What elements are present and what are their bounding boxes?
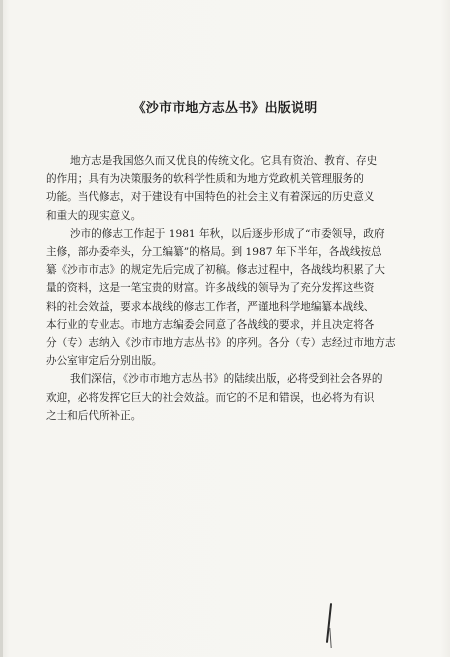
text-line: 主修，部办委牵头，分工编纂”的格局。到 1987 年下半年，各战线按总 <box>46 246 382 259</box>
text-line: 欢迎，必将发挥它巨大的社会效益。而它的不足和错误，也必将为有识 <box>46 391 375 404</box>
document-body <box>46 152 412 425</box>
text-line: 纂《沙市市志》的规定先后完成了初稿。修志过程中，各战线均积累了大 <box>46 264 385 277</box>
text-line: 的作用；具有为决策服务的软科学性质和为地方党政机关管理服务的 <box>46 173 364 186</box>
text-line: 料的社会效益，要求本战线的修志工作者，严谨地科学地编纂本战线、 <box>46 300 375 313</box>
text-line: 本行业的专业志。市地方志编委会同意了各战线的要求，并且决定将各 <box>46 318 375 331</box>
page-title: 《沙市市地方志丛书》出版说明 <box>132 101 318 116</box>
text-line: 地方志是我国悠久而又优良的传统文化。它具有资治、教育、存史 <box>70 155 378 167</box>
text-line: 和重大的现实意义。 <box>46 209 142 222</box>
text-line: 办公室审定后分别出版。 <box>46 355 163 368</box>
text-line: 沙市的修志工作起于 1981 年秋，以后逐步形成了“市委领导，政府 <box>70 227 385 240</box>
pen-stroke-mark <box>329 628 331 648</box>
text-line: 我们深信，《沙市市地方志丛书》的陆续出版，必将受到社会各界的 <box>70 373 383 386</box>
text-line: 之士和后代所补正。 <box>46 409 142 422</box>
paragraph-3 <box>46 370 412 425</box>
text-line: 量的资料，这是一笔宝贵的财富。许多战线的领导为了充分发挥这些资 <box>46 282 375 295</box>
text-line: 分（专）志纳入《沙市市地方志丛书》的序列。各分（专）志经过市地方志 <box>46 337 396 350</box>
paragraph-2 <box>46 225 412 371</box>
text-line: 功能。当代修志，对于建设有中国特色的社会主义有着深远的历史意义 <box>46 191 375 204</box>
paragraph-1 <box>46 152 412 225</box>
